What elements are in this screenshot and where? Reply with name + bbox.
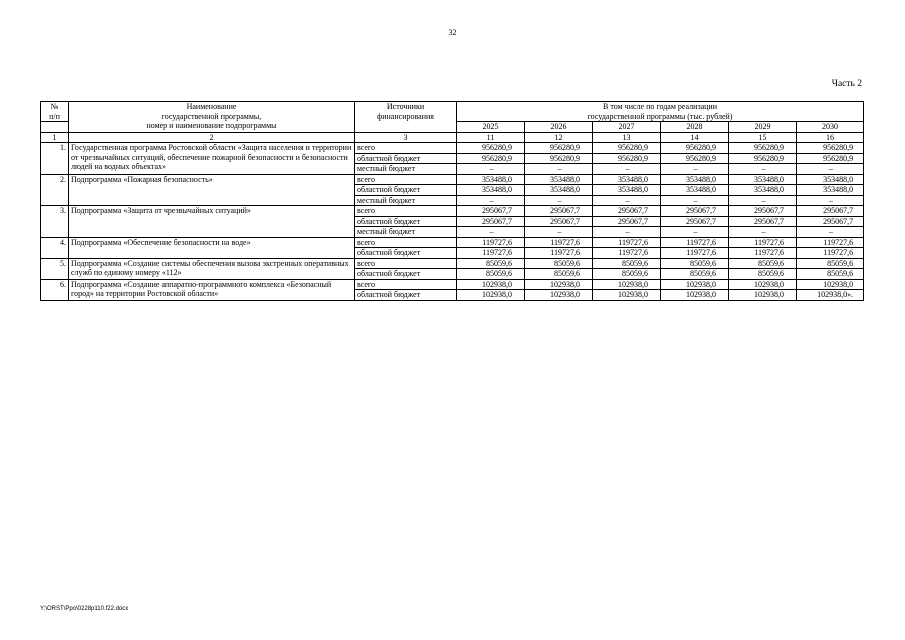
amount-cell: 956280,9 — [661, 153, 729, 164]
amount-cell: 353488,0 — [525, 185, 593, 196]
amount-cell: 85059,6 — [729, 269, 797, 280]
amount-cell: – — [797, 227, 864, 238]
colnum-cell: 1 — [41, 132, 69, 143]
colnum-cell: 15 — [729, 132, 797, 143]
row-number: 2. — [41, 174, 69, 206]
row-number: 1. — [41, 143, 69, 175]
amount-cell: 102938,0 — [457, 290, 525, 301]
amount-cell: 353488,0 — [797, 174, 864, 185]
funding-source: местный бюджет — [355, 227, 457, 238]
amount-cell: 85059,6 — [525, 269, 593, 280]
row-number: 6. — [41, 279, 69, 300]
colnum-cell: 11 — [457, 132, 525, 143]
amount-cell: – — [525, 164, 593, 175]
amount-cell: 102938,0 — [525, 290, 593, 301]
funding-source: областной бюджет — [355, 185, 457, 196]
program-name: Подпрограмма «Создание системы обеспечения вызова экстренных оперативных служб по единому номеру «112» — [69, 258, 355, 279]
header-years-title: В том числе по годам реализации государственной программы (тыс. рублей) — [457, 102, 864, 122]
amount-cell: 353488,0 — [593, 174, 661, 185]
amount-cell: – — [525, 227, 593, 238]
amount-cell: 119727,6 — [593, 237, 661, 248]
amount-cell: – — [593, 195, 661, 206]
amount-cell: 295067,7 — [525, 206, 593, 217]
amount-cell: 102938,0». — [797, 290, 864, 301]
amount-cell: – — [797, 195, 864, 206]
funding-source: всего — [355, 237, 457, 248]
amount-cell: 956280,9 — [457, 153, 525, 164]
table-row — [41, 174, 864, 185]
header-source: Источники финансирования — [355, 102, 457, 133]
amount-cell: 295067,7 — [729, 206, 797, 217]
amount-cell: – — [797, 164, 864, 175]
colnum-cell: 13 — [593, 132, 661, 143]
amount-cell: 956280,9 — [525, 153, 593, 164]
amount-cell: 353488,0 — [661, 174, 729, 185]
amount-cell: 119727,6 — [797, 248, 864, 259]
amount-cell: – — [729, 164, 797, 175]
colnum-cell: 14 — [661, 132, 729, 143]
amount-cell: 353488,0 — [729, 174, 797, 185]
amount-cell: 295067,7 — [661, 206, 729, 217]
funding-source: всего — [355, 143, 457, 154]
colnum-cell: 2 — [69, 132, 355, 143]
colnum-cell: 3 — [355, 132, 457, 143]
amount-cell: – — [661, 195, 729, 206]
funding-source: областной бюджет — [355, 248, 457, 259]
table-header-row — [41, 102, 864, 122]
amount-cell: 956280,9 — [525, 143, 593, 154]
amount-cell: 85059,6 — [729, 258, 797, 269]
column-number-row — [41, 132, 864, 143]
part-label: Часть 2 — [831, 79, 862, 89]
footer-file-path: Y:\ORST\Ppo\0228p110.f22.docx — [40, 606, 129, 612]
year-cell: 2028 — [661, 122, 729, 133]
amount-cell: 85059,6 — [661, 258, 729, 269]
amount-cell: 295067,7 — [457, 216, 525, 227]
year-cell: 2029 — [729, 122, 797, 133]
amount-cell: – — [593, 227, 661, 238]
amount-cell: 353488,0 — [661, 185, 729, 196]
table-row — [41, 206, 864, 217]
amount-cell: 295067,7 — [797, 216, 864, 227]
amount-cell: 119727,6 — [525, 248, 593, 259]
page-number: 32 — [448, 28, 457, 37]
amount-cell: 85059,6 — [525, 258, 593, 269]
header-name: Наименование государственной программы, номер и наименование подпрограммы — [69, 102, 355, 133]
amount-cell: 85059,6 — [457, 258, 525, 269]
amount-cell: – — [457, 195, 525, 206]
amount-cell: 353488,0 — [729, 185, 797, 196]
amount-cell: 956280,9 — [661, 143, 729, 154]
row-number: 3. — [41, 206, 69, 238]
amount-cell: 956280,9 — [729, 153, 797, 164]
funding-source: местный бюджет — [355, 164, 457, 175]
amount-cell: – — [593, 164, 661, 175]
amount-cell: 956280,9 — [593, 153, 661, 164]
amount-cell: 353488,0 — [525, 174, 593, 185]
amount-cell: 102938,0 — [593, 279, 661, 290]
amount-cell: 119727,6 — [797, 237, 864, 248]
funding-source: всего — [355, 206, 457, 217]
table-body — [41, 102, 864, 301]
year-cell: 2027 — [593, 122, 661, 133]
amount-cell: 85059,6 — [661, 269, 729, 280]
amount-cell: 353488,0 — [457, 185, 525, 196]
program-name: Подпрограмма «Обеспечение безопасности на воде» — [69, 237, 355, 258]
amount-cell: 119727,6 — [729, 248, 797, 259]
amount-cell: 353488,0 — [593, 185, 661, 196]
funding-source: областной бюджет — [355, 269, 457, 280]
amount-cell: 102938,0 — [593, 290, 661, 301]
year-cell: 2030 — [797, 122, 864, 133]
amount-cell: 956280,9 — [797, 143, 864, 154]
amount-cell: 956280,9 — [593, 143, 661, 154]
amount-cell: 295067,7 — [661, 216, 729, 227]
amount-cell: 295067,7 — [797, 206, 864, 217]
colnum-cell: 12 — [525, 132, 593, 143]
funding-source: областной бюджет — [355, 290, 457, 301]
table-row — [41, 279, 864, 290]
funding-source: всего — [355, 279, 457, 290]
amount-cell: 295067,7 — [729, 216, 797, 227]
amount-cell: 119727,6 — [457, 237, 525, 248]
amount-cell: 353488,0 — [797, 185, 864, 196]
header-num-cont — [41, 122, 69, 133]
year-cell: 2026 — [525, 122, 593, 133]
table-row — [41, 143, 864, 154]
funding-source: областной бюджет — [355, 153, 457, 164]
amount-cell: – — [729, 227, 797, 238]
funding-source: местный бюджет — [355, 195, 457, 206]
amount-cell: – — [661, 227, 729, 238]
amount-cell: 119727,6 — [593, 248, 661, 259]
amount-cell: – — [525, 195, 593, 206]
amount-cell: – — [661, 164, 729, 175]
amount-cell: 119727,6 — [729, 237, 797, 248]
amount-cell: 956280,9 — [729, 143, 797, 154]
amount-cell: 102938,0 — [661, 279, 729, 290]
amount-cell: 85059,6 — [457, 269, 525, 280]
amount-cell: 956280,9 — [457, 143, 525, 154]
amount-cell: 102938,0 — [457, 279, 525, 290]
funding-source: всего — [355, 258, 457, 269]
amount-cell: 85059,6 — [797, 258, 864, 269]
amount-cell: 295067,7 — [457, 206, 525, 217]
program-name: Подпрограмма «Создание аппаратно-программного комплекса «Безопасный город» на территории Ростовской области» — [69, 279, 355, 300]
program-name: Государственная программа Ростовской области «Защита населения и территории от чрезвычайных ситуаций, обеспечение пожарной безопасности и безопасности людей на водных объектах» — [69, 143, 355, 175]
header-num: № п/п — [41, 102, 69, 122]
program-name: Подпрограмма «Защита от чрезвычайных ситуаций» — [69, 206, 355, 238]
amount-cell: 295067,7 — [593, 216, 661, 227]
amount-cell: – — [457, 164, 525, 175]
amount-cell: 119727,6 — [525, 237, 593, 248]
amount-cell: – — [457, 227, 525, 238]
row-number: 5. — [41, 258, 69, 279]
amount-cell: 956280,9 — [797, 153, 864, 164]
row-number: 4. — [41, 237, 69, 258]
amount-cell: 85059,6 — [797, 269, 864, 280]
amount-cell: 119727,6 — [457, 248, 525, 259]
financing-table — [40, 101, 864, 301]
amount-cell: 119727,6 — [661, 237, 729, 248]
table-row — [41, 258, 864, 269]
amount-cell: 295067,7 — [593, 206, 661, 217]
colnum-cell: 16 — [797, 132, 864, 143]
amount-cell: 85059,6 — [593, 258, 661, 269]
program-name: Подпрограмма «Пожарная безопасность» — [69, 174, 355, 206]
amount-cell: 102938,0 — [661, 290, 729, 301]
amount-cell: – — [729, 195, 797, 206]
amount-cell: 102938,0 — [525, 279, 593, 290]
amount-cell: 102938,0 — [797, 279, 864, 290]
amount-cell: 119727,6 — [661, 248, 729, 259]
amount-cell: 353488,0 — [457, 174, 525, 185]
amount-cell: 295067,7 — [525, 216, 593, 227]
amount-cell: 85059,6 — [593, 269, 661, 280]
year-cell: 2025 — [457, 122, 525, 133]
amount-cell: 102938,0 — [729, 279, 797, 290]
table-row — [41, 237, 864, 248]
funding-source: областной бюджет — [355, 216, 457, 227]
funding-source: всего — [355, 174, 457, 185]
amount-cell: 102938,0 — [729, 290, 797, 301]
